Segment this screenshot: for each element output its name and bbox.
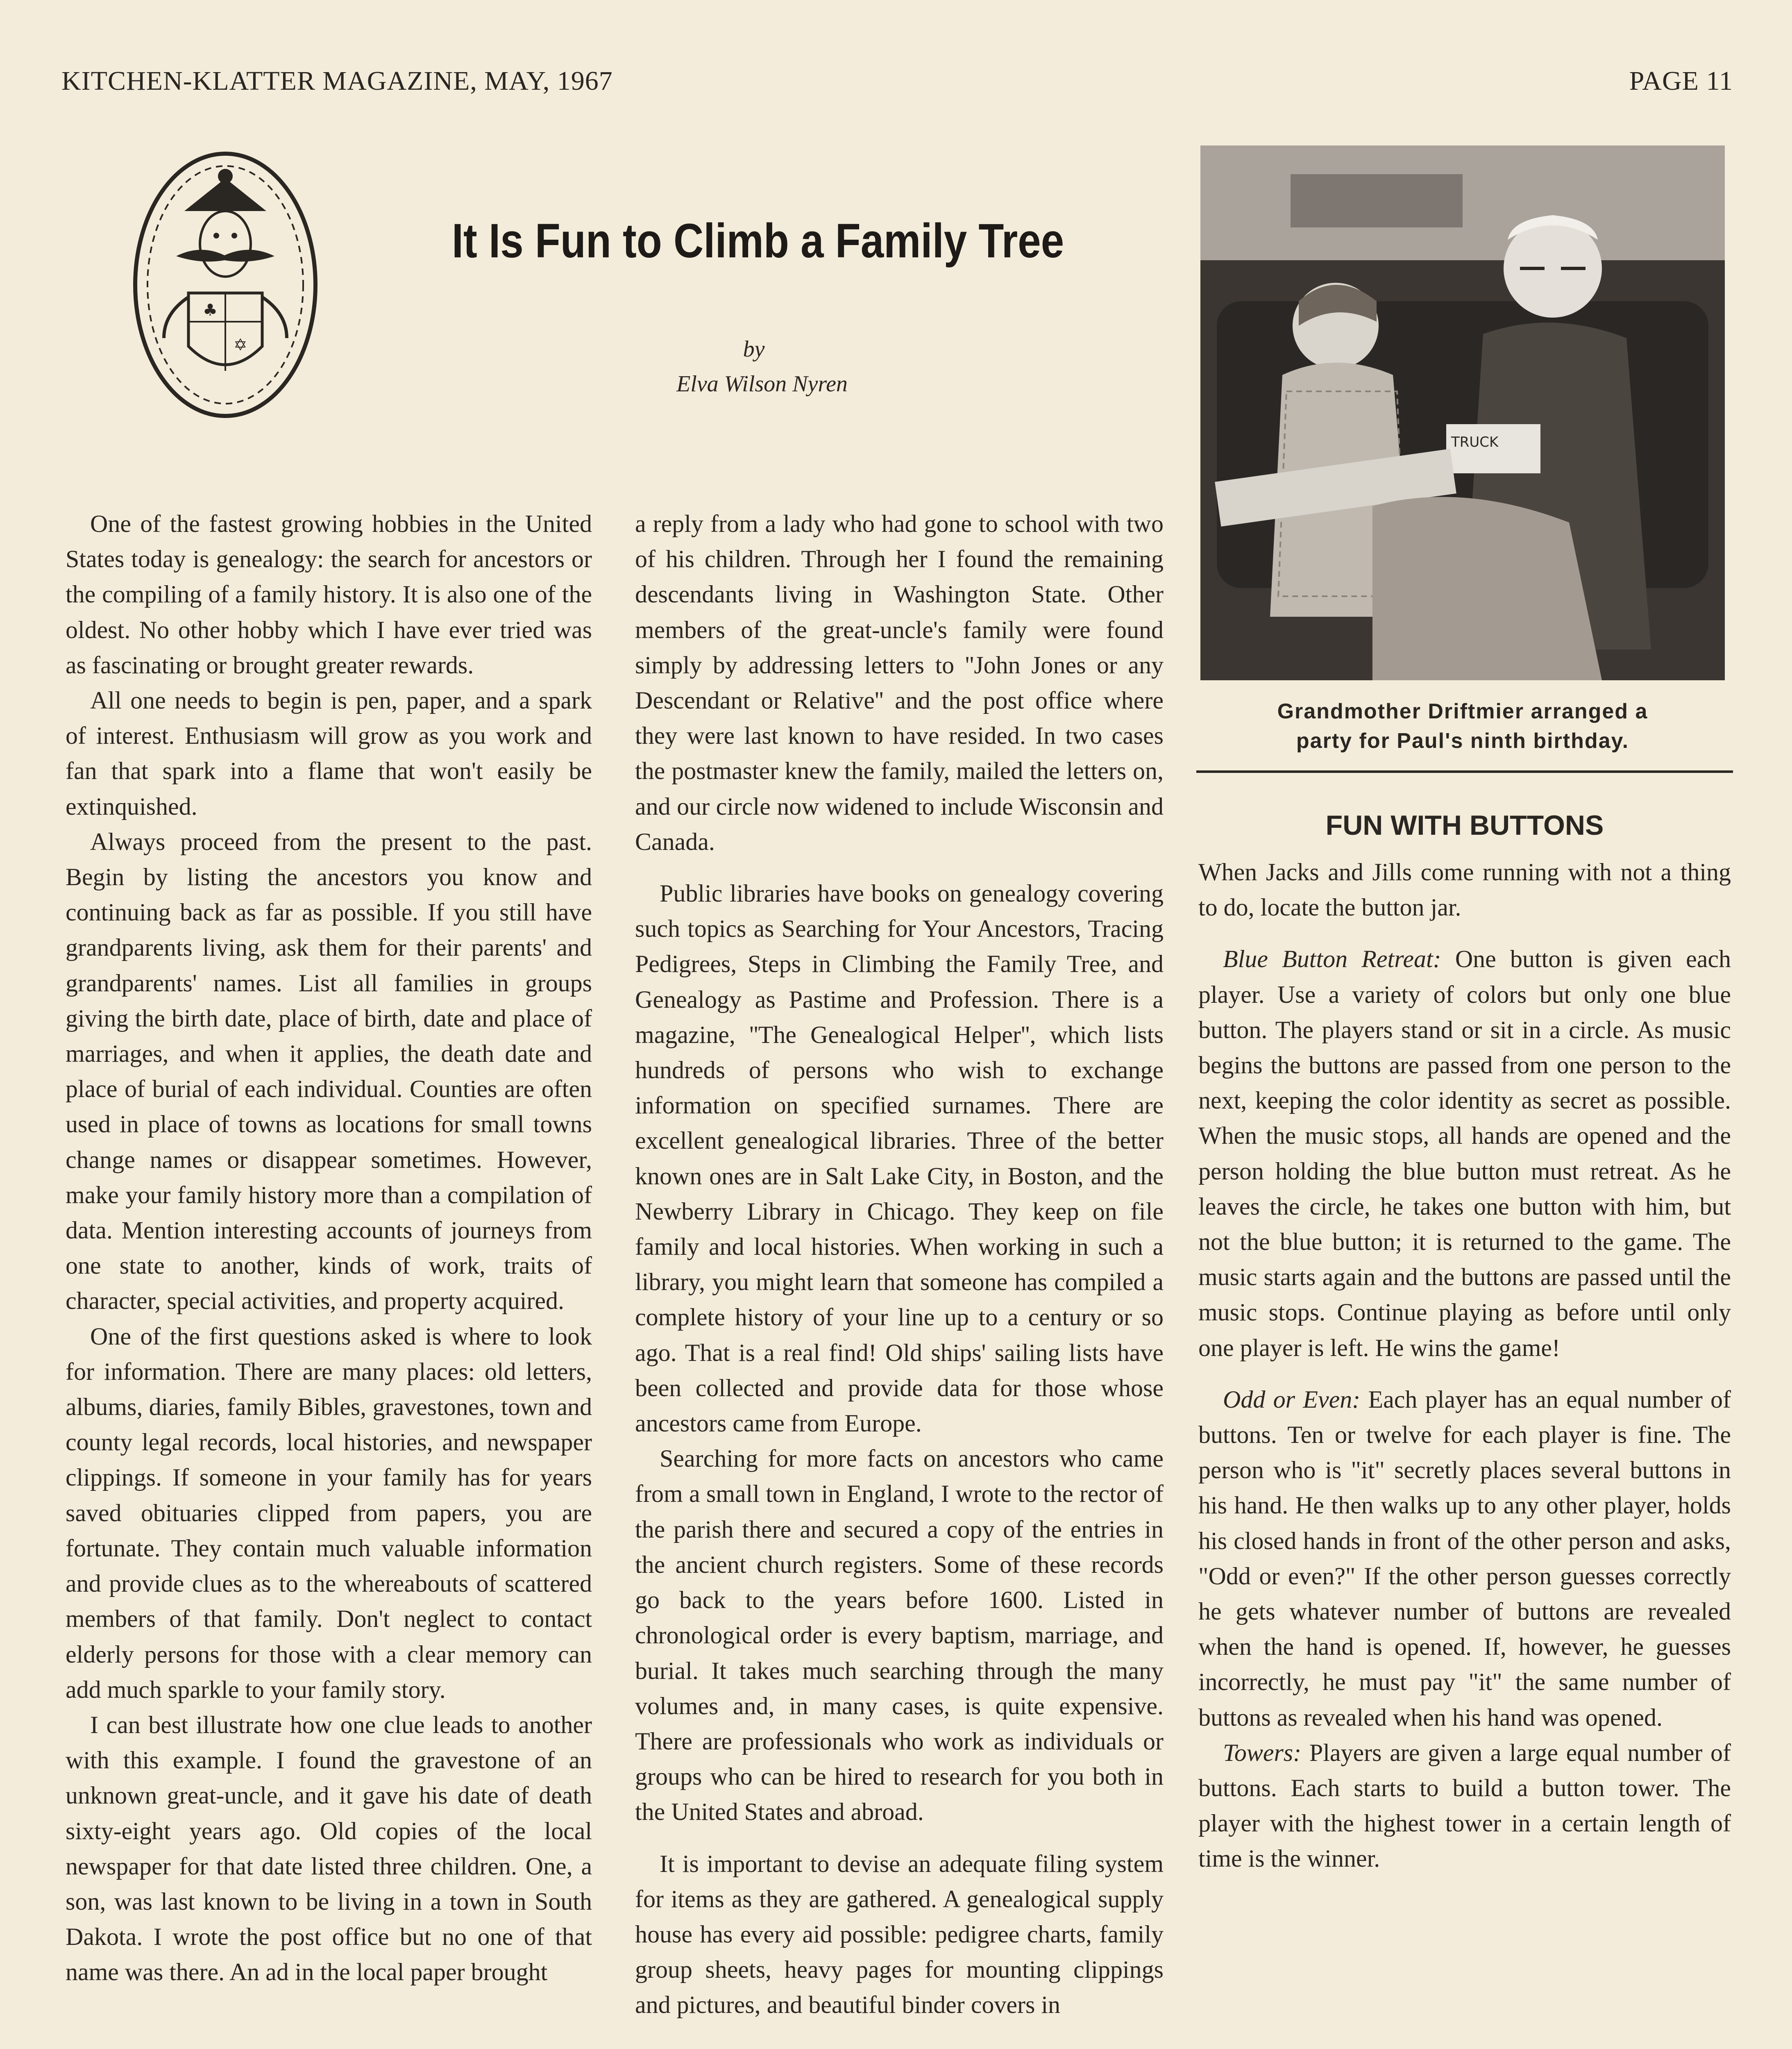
buttons-column xyxy=(1198,854,1731,1876)
divider xyxy=(1196,770,1733,773)
author-name: Elva Wilson Nyren xyxy=(676,371,848,397)
paragraph: When Jacks and Jills come running with not a thing to do, locate the button jar. xyxy=(1198,859,1731,921)
paragraph: a reply from a lady who had gone to school with two of his children. Through her I found the remaining descendants living in Washington State. Other members of the great-uncle's family were found simply by addressing letters to ''John Jones or any Descendant or Relative'' and the post office where they were last known to have resided. In two cases the postmaster knew the family, mailed the letters on, and our circle now widened to include Wisconsin and Canada. xyxy=(635,510,1164,855)
paragraph: Searching for more facts on ancestors who came from a small town in England, I wrote to the rector of the parish there and secured a copy of the entries in the ancient church registers. Some of these records go back to the years before 1600. Listed in chronological order is every baptism, marriage, and burial. It takes much searching through the many volumes and, in many cases, is quite expensive. There are professionals who work as individuals or groups who can be hired to research for you both in the United States and abroad. xyxy=(635,1445,1164,1826)
game-name: Blue Button Retreat: xyxy=(1223,945,1441,973)
svg-text:♣: ♣ xyxy=(203,301,218,320)
caption-line: party for Paul's ninth birthday. xyxy=(1296,729,1629,753)
article-column-1 xyxy=(66,506,592,1990)
article-title: It Is Fun to Climb a Family Tree xyxy=(451,214,1064,268)
photo-icon xyxy=(1200,145,1725,680)
svg-text:✡: ✡ xyxy=(234,336,247,354)
caption-line: Grandmother Driftmier arranged a xyxy=(1277,700,1648,723)
paragraph xyxy=(1198,941,1731,1365)
paragraph: One of the fastest growing hobbies in the United States today is genealogy: the search for ancestors or the compiling of a family history. It is also one of the oldest. No other hobby which I have ever tried was as fascinating or brought greater rewards. xyxy=(66,510,592,679)
paragraph: All one needs to begin is pen, paper, and a spark of interest. Enthusiasm will grow as you work and fan that spark into a flame that won't easily be extinquished. xyxy=(66,687,592,820)
article-column-2 xyxy=(635,506,1164,2023)
crest-icon xyxy=(119,141,332,428)
page-number: PAGE 11 xyxy=(1629,66,1733,96)
magazine-title: KITCHEN-KLATTER MAGAZINE, MAY, 1967 xyxy=(61,66,613,96)
byline: by xyxy=(743,336,765,362)
paragraph xyxy=(1198,1382,1731,1735)
crest-illustration xyxy=(119,141,332,428)
game-text: Players are given a large equal number of buttons. Each starts to build a button tower. The player with the highest tower in a certain length of time is the winner. xyxy=(1198,1739,1731,1872)
svg-text:TRUCK: TRUCK xyxy=(1451,434,1499,450)
game-name: Odd or Even: xyxy=(1223,1386,1361,1413)
buttons-heading: FUN WITH BUTTONS xyxy=(1325,810,1604,841)
birthday-photo xyxy=(1200,145,1725,680)
page-header xyxy=(61,66,1733,111)
paragraph xyxy=(1198,1735,1731,1876)
paragraph: I can best illustrate how one clue leads to another with this example. I found the gravestone of an unknown great-uncle, and it gave his date of death sixty-eight years ago. Old copies of the local newspaper for that date listed three children. One, a son, was last known to be living in a town in South Dakota. I wrote the post office but no one of that name was there. An ad in the local paper brought xyxy=(66,1711,592,1986)
game-text: One button is given each player. Use a variety of colors but only one blue button. The players stand or sit in a circle. As music begins the buttons are passed from one person to the next, keeping the color identity as secret as possible. When the music stops, all hands are opened and the person holding the blue button must retreat. As he leaves the circle, he takes one button with him, but not the blue button; it is returned to the game. The music starts again and the buttons are passed until the music stops. Continue playing as before until only one player is left. He wins the game! xyxy=(1198,945,1731,1361)
game-text: Each player has an equal number of buttons. Ten or twelve for each player is fine. The person who is "it" secretly places several buttons in his hand. He then walks up to any other player, holds his closed hands in front of the other person and asks, "Odd or even?" If the other person guesses correctly he gets whatever number of buttons are revealed when the hand is opened. If, however, he guesses incorrectly, he must pay "it" the same number of buttons as revealed when his hand was opened. xyxy=(1198,1386,1731,1731)
game-name: Towers: xyxy=(1223,1739,1302,1766)
paragraph: One of the first questions asked is where to look for information. There are many places: old letters, albums, diaries, family Bibles, gravestones, town and county legal records, local histories, and newspaper clippings. If someone in your family has for years saved obituaries clipped from papers, you are fortunate. They contain much valuable information and provide clues as to the whereabouts of scattered members of that family. Don't neglect to contact elderly persons for those with a clear memory can add much sparkle to your family story. xyxy=(66,1322,592,1703)
paragraph: Public libraries have books on genealogy covering such topics as Searching for Your Ancestors, Tracing Pedigrees, Steps in Climbing the Family Tree, and Genealogy as Pastime and Profession. There is a magazine, ''The Genealogical Helper'', which lists hundreds of persons who wish to exchange information on specified surnames. There are excellent genealogical libraries. Three of the better known ones are in Salt Lake City, in Boston, and the Newberry Library in Chicago. They keep on file family and local histories. When working in such a library, you might learn that someone has compiled a complete history of your line up to a century or so ago. That is a real find! Old ships' sailing lists have been collected and provide data for those whose ancestors came from Europe. xyxy=(635,880,1164,1437)
paragraph: It is important to devise an adequate filing system for items as they are gathered. A genealogical supply house has every aid possible: pedigree charts, family group sheets, heavy pages for mounting clippings and pictures, and beautiful binder covers in xyxy=(635,1850,1164,2019)
paragraph: Always proceed from the present to the past. Begin by listing the ancestors you know and continuing back as far as possible. If you still have grandparents living, ask them for their parents' and grandparents' names. List all families in groups giving the birth date, place of birth, date and place of marriages, and when it applies, the death date and place of burial of each individual. Counties are often used in place of towns as locations for small towns change names or disappear sometimes. However, make your family history more than a compilation of data. Mention interesting accounts of journeys from one state to another, kinds of work, traits of character, special activities, and property acquired. xyxy=(66,828,592,1315)
photo-caption xyxy=(1202,697,1723,756)
